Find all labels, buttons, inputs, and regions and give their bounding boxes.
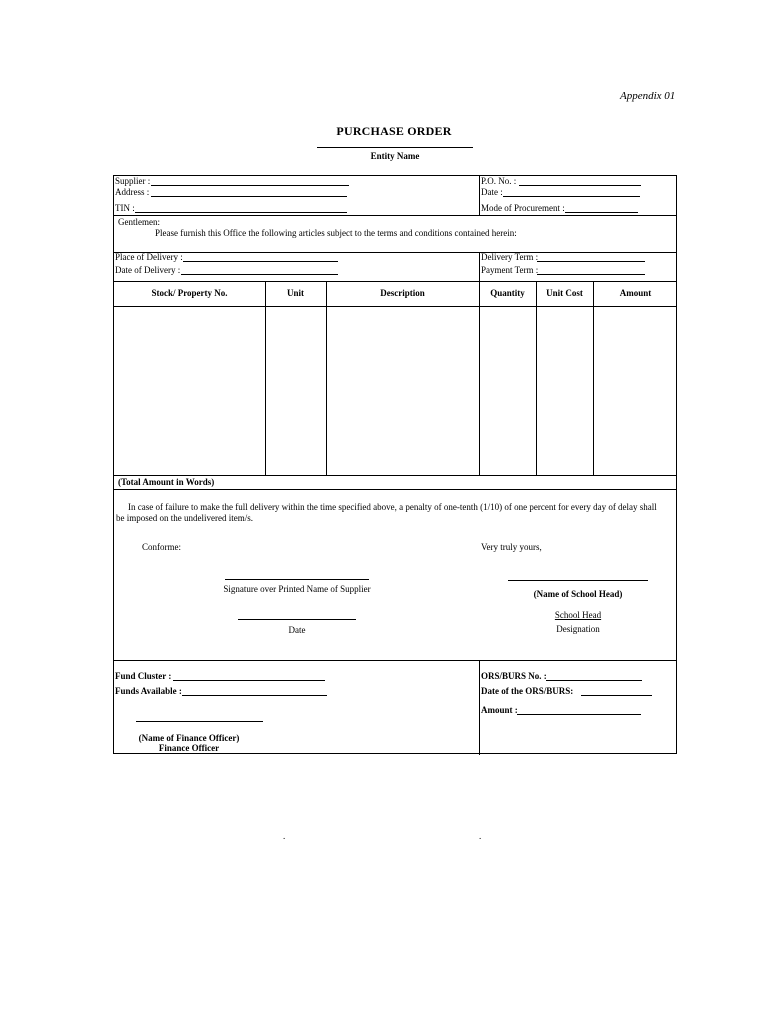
penalty-clause: In case of failure to make the full delivery within the time specified above, a penalty of one-tenth (1/10) of one percent for every day of delay shall be imposed on the undelivered item/s. [116, 502, 657, 523]
greeting: Gentlemen: [118, 217, 160, 227]
footer-dot: . [283, 831, 286, 841]
very-truly-yours-label: Very truly yours, [481, 542, 542, 552]
school-head-signature-line[interactable] [508, 580, 648, 581]
divider-table-body [114, 475, 676, 476]
column-header-amount: Amount [619, 288, 652, 298]
column-divider [536, 281, 537, 475]
fund-cluster-label: Fund Cluster : [115, 671, 172, 681]
delivery-term-label: Delivery Term : [481, 252, 539, 262]
finance-officer-label: Finance Officer [158, 743, 220, 753]
column-header-unit-cost: Unit Cost [546, 288, 583, 298]
column-header-quantity: Quantity [490, 288, 525, 298]
entity-name-line [317, 147, 473, 148]
footer-dot: . [479, 831, 482, 841]
amount-label: Amount : [481, 705, 518, 715]
page-title: PURCHASE ORDER [336, 124, 452, 138]
column-divider [326, 281, 327, 475]
appendix-label: Appendix 01 [620, 90, 676, 102]
ors-burs-no-label: ORS/BURS No. : [481, 671, 547, 681]
finance-officer-signature-line[interactable] [136, 721, 263, 722]
ors-burs-no-field[interactable] [546, 680, 642, 681]
payment-term-field[interactable] [537, 274, 645, 275]
tin-field[interactable] [135, 212, 347, 213]
supplier-field[interactable] [151, 185, 349, 186]
column-divider [265, 281, 266, 475]
date-of-delivery-label: Date of Delivery : [115, 265, 181, 275]
delivery-term-field[interactable] [537, 261, 645, 262]
total-amount-in-words-label: (Total Amount in Words) [118, 477, 215, 487]
school-head-name-label: (Name of School Head) [533, 589, 623, 599]
date-of-delivery-field[interactable] [181, 274, 338, 275]
finance-officer-name-label: (Name of Finance Officer) [138, 733, 240, 743]
divider-delivery [114, 281, 676, 282]
place-of-delivery-field[interactable] [183, 261, 338, 262]
divider-supplier [114, 215, 676, 216]
divider-terms [114, 660, 676, 661]
designation-label: Designation [556, 624, 600, 634]
column-header-unit: Unit [286, 288, 304, 298]
divider-table-header [114, 306, 676, 307]
divider-total-words [114, 489, 676, 490]
place-of-delivery-label: Place of Delivery : [115, 252, 183, 262]
address-label: Address : [115, 187, 150, 197]
column-header-description: Description [380, 288, 425, 298]
purchase-order-form [113, 175, 677, 754]
mode-of-procurement-label: Mode of Procurement : [481, 203, 565, 213]
intro-text: Please furnish this Office the following articles subject to the terms and conditions contained herein: [155, 228, 517, 238]
entity-name-label: Entity Name [370, 151, 420, 161]
column-divider [479, 281, 480, 475]
school-head-title: School Head [554, 610, 602, 620]
divider-intro [114, 252, 676, 253]
tin-label: TIN : [115, 203, 135, 213]
po-number-field[interactable] [519, 185, 641, 186]
supplier-signature-line[interactable] [225, 579, 369, 580]
fund-cluster-field[interactable] [173, 680, 325, 681]
vdivider-funds [479, 660, 480, 755]
ors-burs-date-label: Date of the ORS/BURS: [481, 686, 574, 696]
date-label: Date : [481, 187, 503, 197]
funds-available-field[interactable] [182, 695, 327, 696]
ors-burs-date-field[interactable] [581, 695, 652, 696]
supplier-signature-label: Signature over Printed Name of Supplier [223, 584, 371, 594]
po-number-label: P.O. No. : [481, 176, 517, 186]
supplier-date-line[interactable] [238, 619, 356, 620]
vdivider-delivery [479, 252, 480, 281]
address-field[interactable] [151, 196, 347, 197]
supplier-label: Supplier : [115, 176, 151, 186]
conforme-label: Conforme: [142, 542, 181, 552]
date-field[interactable] [503, 196, 640, 197]
column-divider [593, 281, 594, 475]
amount-field[interactable] [517, 714, 641, 715]
mode-of-procurement-field[interactable] [565, 212, 638, 213]
supplier-date-label: Date [288, 625, 306, 635]
vdivider-supplier [479, 176, 480, 215]
payment-term-label: Payment Term : [481, 265, 539, 275]
column-header-stock-no: Stock/ Property No. [151, 288, 228, 298]
funds-available-label: Funds Available : [115, 686, 182, 696]
